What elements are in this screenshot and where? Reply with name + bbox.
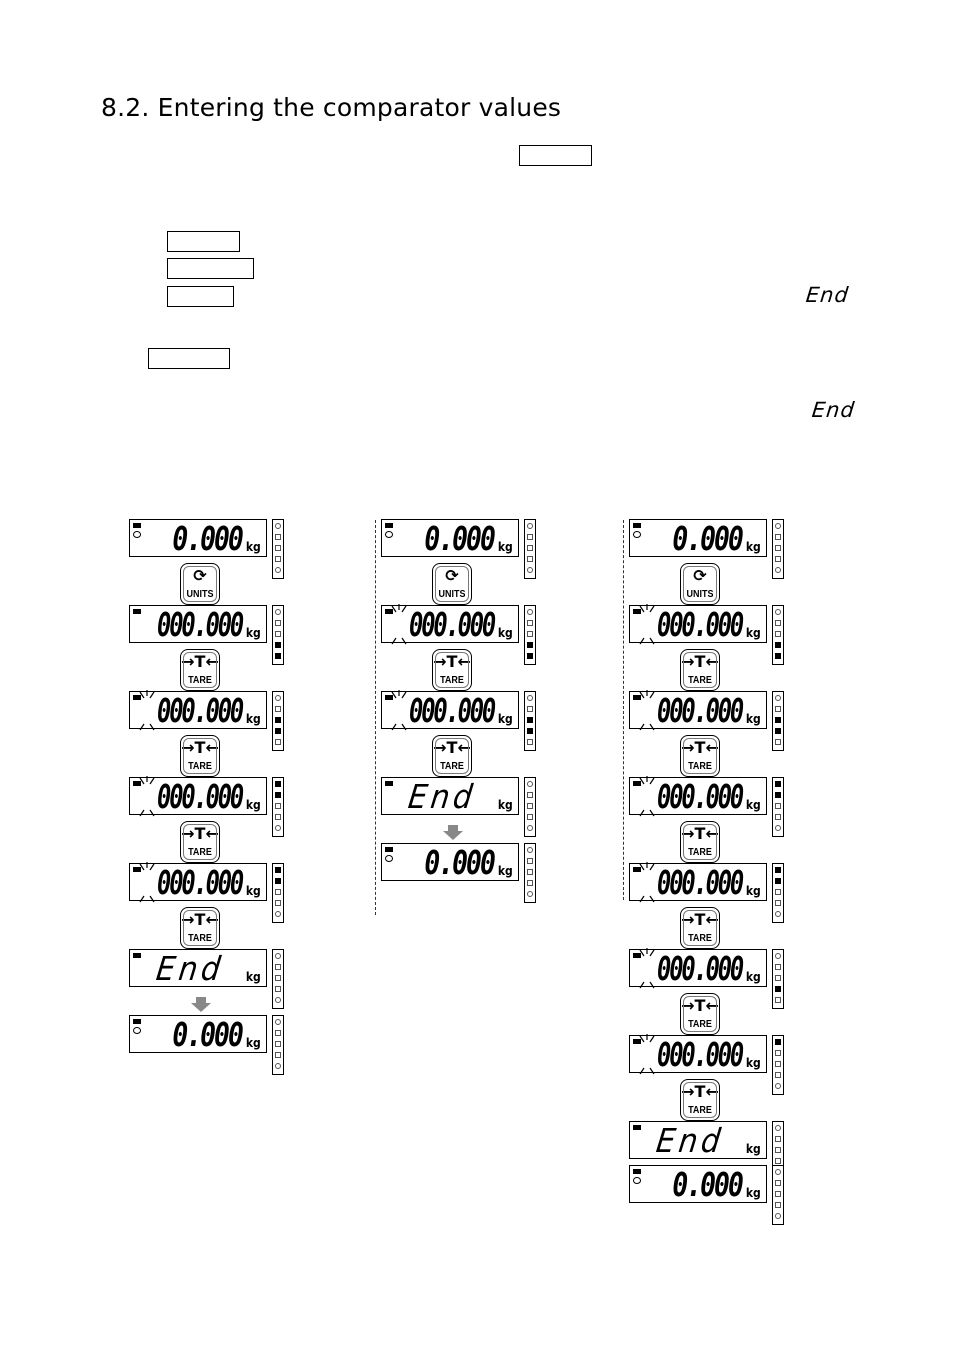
comparator-lamp-icon [775,911,781,917]
status-mark-icon [385,847,393,852]
lcd-value: End [154,949,227,988]
comparator-lamp-icon [775,986,781,992]
lcd-unit: kg [746,884,762,898]
tare-key[interactable] [180,735,220,777]
comparator-lamp-icon [275,911,281,917]
comparator-lamp-icon [775,534,781,540]
lcd-unit: kg [746,1142,762,1156]
tare-arrows-icon: →T← [681,1082,719,1101]
comparator-lamp-icon [775,1083,781,1089]
comparator-lamp-icon [775,567,781,573]
blink-indicator-icon [637,1032,657,1078]
tare-key-label: TARE [440,675,464,686]
lcd-unit: kg [246,798,262,812]
comparator-indicator-strip [772,691,784,751]
tare-key[interactable] [180,821,220,863]
comparator-lamp-icon [275,642,281,648]
comparator-indicator-strip [772,1165,784,1225]
comparator-lamp-icon [775,1169,781,1175]
comparator-lamp-icon [527,858,533,864]
comparator-lamp-icon [775,792,781,798]
comparator-lamp-icon [775,706,781,712]
comparator-lamp-icon [527,556,533,562]
comparator-lamp-icon [275,1019,281,1025]
comparator-lamp-icon [527,631,533,637]
lcd-value: 000.000 [656,691,742,730]
lcd-unit: kg [246,1036,262,1050]
blink-indicator-icon [137,860,157,906]
comparator-lamp-icon [527,653,533,659]
comparator-lamp-icon [275,997,281,1003]
comparator-lamp-icon [527,642,533,648]
arrow-down-icon [191,1003,211,1012]
comparator-lamp-icon [527,739,533,745]
comparator-lamp-icon [275,695,281,701]
lcd-unit: kg [498,626,514,640]
comparator-lamp-icon [275,653,281,659]
cycle-icon: ⟳ [445,566,459,585]
comparator-lamp-icon [775,953,781,959]
tare-key-label: TARE [688,933,712,944]
key-box-5 [148,348,230,369]
comparator-lamp-icon [527,534,533,540]
tare-key[interactable] [680,735,720,777]
blink-indicator-icon [389,688,409,734]
comparator-lamp-icon [527,803,533,809]
comparator-indicator-strip [524,519,536,579]
tare-arrows-icon: →T← [433,738,471,757]
lcd-unit: kg [746,1186,762,1200]
comparator-lamp-icon [775,781,781,787]
comparator-lamp-icon [275,1052,281,1058]
comparator-lamp-icon [775,1039,781,1045]
lcd-unit: kg [246,970,262,984]
lcd-display [629,1165,767,1203]
blink-indicator-icon [637,688,657,734]
comparator-lamp-icon [527,880,533,886]
lcd-value: 0.000 [172,519,242,558]
tare-arrows-icon: →T← [681,910,719,929]
lcd-unit: kg [498,712,514,726]
tare-key-label: TARE [188,933,212,944]
comparator-indicator-strip [772,949,784,1009]
tare-key-label: TARE [688,761,712,772]
comparator-lamp-icon [775,1202,781,1208]
lcd-value: 000.000 [656,1035,742,1074]
tare-arrows-icon: →T← [181,824,219,843]
end-marker-2: End [810,398,857,422]
status-mark-icon [385,523,393,528]
comparator-lamp-icon [775,814,781,820]
comparator-lamp-icon [275,975,281,981]
lcd-display [629,1035,767,1073]
lcd-value: 000.000 [156,605,242,644]
cycle-icon: ⟳ [193,566,207,585]
comparator-lamp-icon [275,792,281,798]
comparator-lamp-icon [775,545,781,551]
comparator-lamp-icon [275,814,281,820]
cycle-icon: ⟳ [693,566,707,585]
comparator-indicator-strip [772,519,784,579]
tare-key[interactable] [432,735,472,777]
comparator-lamp-icon [775,631,781,637]
tare-arrows-icon: →T← [681,652,719,671]
lcd-value: 000.000 [656,777,742,816]
units-key[interactable] [680,563,720,605]
lcd-unit: kg [246,884,262,898]
lcd-unit: kg [246,712,262,726]
lcd-value: 000.000 [656,863,742,902]
lcd-value: 0.000 [424,843,494,882]
comparator-lamp-icon [775,878,781,884]
tare-key-label: TARE [188,847,212,858]
key-box-1 [519,145,592,166]
comparator-lamp-icon [527,717,533,723]
blink-indicator-icon [637,946,657,992]
blink-indicator-icon [637,860,657,906]
comparator-lamp-icon [275,523,281,529]
comparator-lamp-icon [275,964,281,970]
comparator-lamp-icon [275,1063,281,1069]
tare-key-label: TARE [688,1105,712,1116]
tare-key-label: TARE [688,675,712,686]
lcd-unit: kg [746,798,762,812]
comparator-lamp-icon [775,900,781,906]
lcd-display [381,605,519,643]
lcd-unit: kg [746,712,762,726]
end-marker-1: End [804,283,851,307]
comparator-lamp-icon [775,825,781,831]
comparator-lamp-icon [775,1213,781,1219]
lcd-unit: kg [246,540,262,554]
lcd-display [629,949,767,987]
stable-mark-icon [133,531,141,538]
lcd-value: 000.000 [408,691,494,730]
lcd-value: 000.000 [408,605,494,644]
units-key[interactable] [432,563,472,605]
lcd-display [381,691,519,729]
comparator-lamp-icon [775,964,781,970]
comparator-lamp-icon [527,545,533,551]
lcd-value: 0.000 [672,519,742,558]
comparator-lamp-icon [775,556,781,562]
status-mark-icon [633,1169,641,1174]
comparator-indicator-strip [272,691,284,751]
comparator-indicator-strip [524,605,536,665]
lcd-unit: kg [746,540,762,554]
comparator-indicator-strip [524,691,536,751]
comparator-indicator-strip [272,863,284,923]
comparator-lamp-icon [275,620,281,626]
lcd-display [629,777,767,815]
stable-mark-icon [385,531,393,538]
comparator-lamp-icon [275,953,281,959]
comparator-lamp-icon [775,867,781,873]
key-box-2 [167,231,240,252]
comparator-lamp-icon [775,997,781,1003]
comparator-lamp-icon [775,1125,781,1131]
tare-key[interactable] [180,907,220,949]
tare-arrows-icon: →T← [181,652,219,671]
comparator-lamp-icon [275,803,281,809]
comparator-lamp-icon [275,534,281,540]
lcd-display [129,1015,267,1053]
comparator-lamp-icon [275,889,281,895]
comparator-lamp-icon [527,814,533,820]
comparator-lamp-icon [275,706,281,712]
tare-key-label: TARE [688,847,712,858]
lcd-unit: kg [498,798,514,812]
units-key-label: UNITS [686,589,714,600]
comparator-indicator-strip [272,1015,284,1075]
comparator-lamp-icon [275,867,281,873]
comparator-lamp-icon [775,975,781,981]
status-mark-icon [633,523,641,528]
tare-key[interactable] [680,649,720,691]
tare-key[interactable] [432,649,472,691]
comparator-indicator-strip [524,843,536,903]
comparator-lamp-icon [275,900,281,906]
comparator-lamp-icon [775,609,781,615]
comparator-lamp-icon [527,728,533,734]
comparator-lamp-icon [275,717,281,723]
stable-mark-icon [633,1177,641,1184]
lcd-value: 000.000 [156,863,242,902]
status-mark-icon [385,781,393,786]
tare-key[interactable] [680,821,720,863]
status-mark-icon [133,953,141,958]
comparator-lamp-icon [775,653,781,659]
comparator-lamp-icon [527,695,533,701]
comparator-lamp-icon [275,1041,281,1047]
comparator-lamp-icon [775,1147,781,1153]
tare-arrows-icon: →T← [681,738,719,757]
comparator-lamp-icon [775,1180,781,1186]
status-mark-icon [133,523,141,528]
comparator-indicator-strip [772,605,784,665]
comparator-lamp-icon [775,1191,781,1197]
comparator-lamp-icon [775,1072,781,1078]
comparator-lamp-icon [775,523,781,529]
comparator-lamp-icon [275,1030,281,1036]
blink-indicator-icon [137,774,157,820]
comparator-lamp-icon [275,545,281,551]
comparator-lamp-icon [275,609,281,615]
lcd-unit: kg [498,864,514,878]
tare-key-label: TARE [440,761,464,772]
units-key-label: UNITS [438,589,466,600]
lcd-display [129,519,267,557]
tare-key-label: TARE [688,1019,712,1030]
arrow-down-icon [443,831,463,840]
stable-mark-icon [133,1027,141,1034]
comparator-lamp-icon [275,986,281,992]
comparator-indicator-strip [272,949,284,1009]
comparator-lamp-icon [275,739,281,745]
comparator-lamp-icon [775,642,781,648]
lcd-display [629,519,767,557]
comparator-lamp-icon [527,825,533,831]
tare-key[interactable] [680,1079,720,1121]
dashed-guide-3 [623,520,624,900]
tare-key-label: TARE [188,761,212,772]
comparator-lamp-icon [527,847,533,853]
tare-key[interactable] [680,993,720,1035]
tare-arrows-icon: →T← [681,824,719,843]
tare-arrows-icon: →T← [181,910,219,929]
comparator-lamp-icon [775,620,781,626]
stable-mark-icon [385,855,393,862]
lcd-display [129,949,267,987]
comparator-lamp-icon [275,781,281,787]
comparator-lamp-icon [527,869,533,875]
tare-arrows-icon: →T← [681,996,719,1015]
comparator-indicator-strip [272,519,284,579]
comparator-indicator-strip [272,605,284,665]
comparator-lamp-icon [275,567,281,573]
lcd-display [629,691,767,729]
lcd-value: 000.000 [156,691,242,730]
comparator-lamp-icon [275,631,281,637]
stable-mark-icon [633,531,641,538]
status-mark-icon [133,1019,141,1024]
lcd-unit: kg [498,540,514,554]
comparator-lamp-icon [527,891,533,897]
lcd-display [381,777,519,815]
lcd-value: 0.000 [424,519,494,558]
comparator-indicator-strip [772,1035,784,1095]
lcd-unit: kg [746,1056,762,1070]
comparator-lamp-icon [527,792,533,798]
comparator-lamp-icon [775,728,781,734]
lcd-value: End [654,1121,727,1160]
lcd-value: 000.000 [156,777,242,816]
dashed-guide-2 [375,520,376,915]
blink-indicator-icon [637,774,657,820]
comparator-lamp-icon [275,556,281,562]
comparator-lamp-icon [527,706,533,712]
lcd-display [129,777,267,815]
lcd-display [629,605,767,643]
section-heading: 8.2. Entering the comparator values [101,93,562,122]
comparator-lamp-icon [275,825,281,831]
comparator-lamp-icon [775,1158,781,1164]
comparator-lamp-icon [775,803,781,809]
comparator-lamp-icon [527,781,533,787]
comparator-lamp-icon [775,1136,781,1142]
tare-key[interactable] [680,907,720,949]
comparator-lamp-icon [275,878,281,884]
comparator-lamp-icon [775,1050,781,1056]
comparator-lamp-icon [775,717,781,723]
key-box-4 [167,286,234,307]
lcd-value: 000.000 [656,949,742,988]
lcd-display [381,843,519,881]
tare-key[interactable] [180,649,220,691]
lcd-display [629,1121,767,1159]
lcd-unit: kg [746,626,762,640]
tare-key-label: TARE [188,675,212,686]
comparator-lamp-icon [527,620,533,626]
lcd-unit: kg [246,626,262,640]
comparator-lamp-icon [775,695,781,701]
lcd-value: 0.000 [172,1015,242,1054]
comparator-lamp-icon [527,609,533,615]
lcd-value: 0.000 [672,1165,742,1204]
lcd-unit: kg [746,970,762,984]
tare-arrows-icon: →T← [181,738,219,757]
status-mark-icon [133,609,141,614]
comparator-lamp-icon [775,739,781,745]
tare-arrows-icon: →T← [433,652,471,671]
units-key[interactable] [180,563,220,605]
comparator-lamp-icon [527,523,533,529]
key-box-3 [167,258,254,279]
lcd-value: End [406,777,479,816]
lcd-display [629,863,767,901]
lcd-display [129,605,267,643]
comparator-lamp-icon [275,728,281,734]
blink-indicator-icon [389,602,409,648]
lcd-display [381,519,519,557]
lcd-display [129,691,267,729]
lcd-display [129,863,267,901]
comparator-indicator-strip [524,777,536,837]
comparator-indicator-strip [272,777,284,837]
comparator-lamp-icon [775,889,781,895]
units-key-label: UNITS [186,589,214,600]
comparator-indicator-strip [772,777,784,837]
comparator-lamp-icon [527,567,533,573]
blink-indicator-icon [637,602,657,648]
comparator-indicator-strip [772,863,784,923]
comparator-lamp-icon [775,1061,781,1067]
blink-indicator-icon [137,688,157,734]
status-mark-icon [633,1125,641,1130]
lcd-value: 000.000 [656,605,742,644]
